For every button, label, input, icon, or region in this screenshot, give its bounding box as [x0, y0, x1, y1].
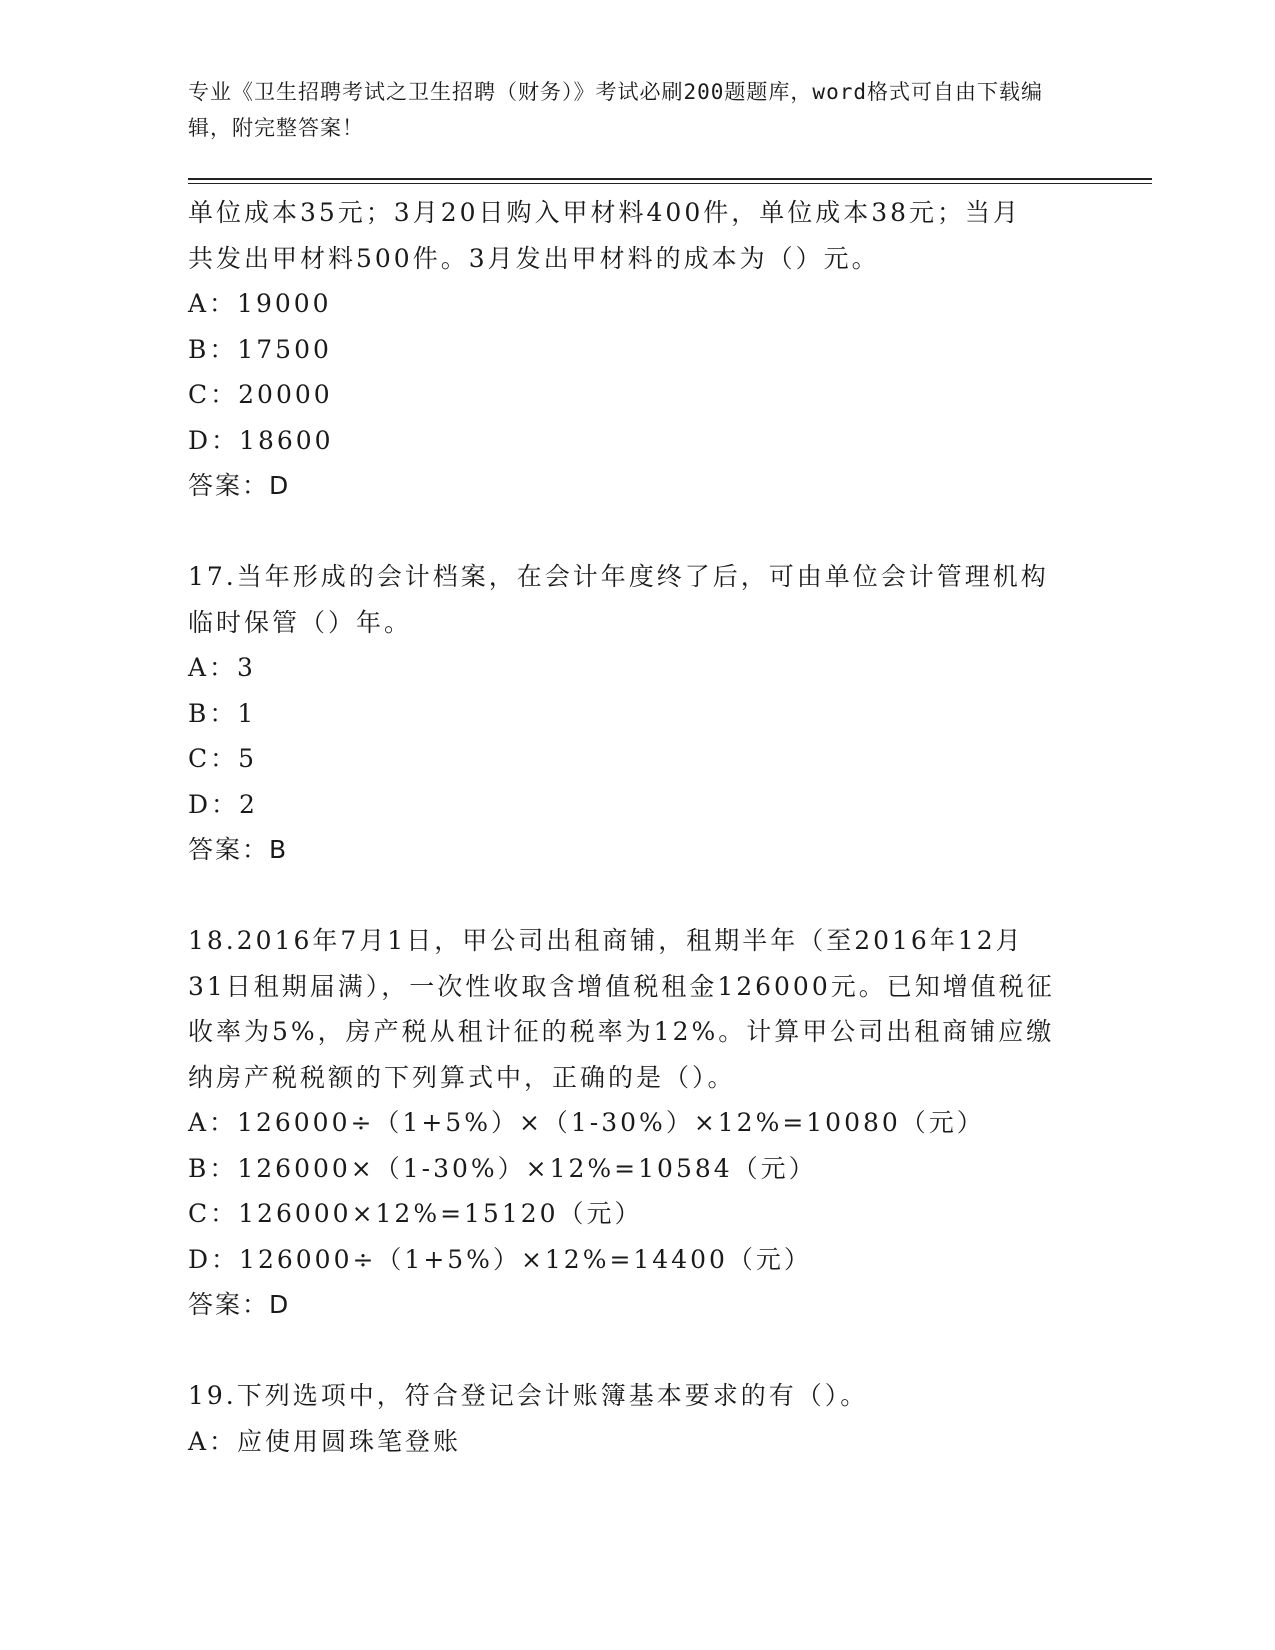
option-a: A：3: [188, 653, 256, 682]
question-stem-line: 收率为5%，房产税从租计征的税率为12%。计算甲公司出租商铺应缴: [188, 1017, 1055, 1046]
question-stem-line: 31日租期届满），一次性收取含增值税租金126000元。已知增值税征: [188, 971, 1055, 1001]
header-rule-thick: [188, 178, 1152, 180]
question-stem-line: 单位成本35元；3月20日购入甲材料400件，单位成本38元；当月: [188, 198, 1022, 227]
option-d: D：126000÷（1+5%）×12%=14400（元）: [188, 1244, 812, 1274]
header-rule-thin: [188, 183, 1152, 184]
question-fragment: [188, 190, 1088, 509]
option-d: D：2: [188, 789, 258, 819]
option-a: A：19000: [188, 289, 332, 318]
answer-line: 答案：D: [188, 471, 291, 500]
option-c: C：126000×12%=15120（元）: [188, 1199, 643, 1228]
header-text: 专业《卫生招聘考试之卫生招聘（财务）》考试必刷200题题库，word格式可自由下载编辑，附完整答案！: [188, 80, 1043, 140]
question-stem-line: 共发出甲材料500件。3月发出甲材料的成本为（）元。: [188, 243, 880, 273]
question-17: [188, 554, 1088, 873]
question-stem-line: 19.下列选项中，符合登记会计账簿基本要求的有（）。: [188, 1381, 869, 1410]
option-c: C：20000: [188, 380, 333, 409]
answer-line: 答案：B: [188, 835, 289, 864]
option-a: A：应使用圆珠笔登账: [188, 1426, 462, 1456]
option-b: B：17500: [188, 334, 332, 364]
question-18: [188, 918, 1088, 1328]
option-b: B：1: [188, 698, 257, 728]
question-stem-line: 纳房产税税额的下列算式中，正确的是（）。: [188, 1062, 736, 1092]
question-stem-line: 18.2016年7月1日，甲公司出租商铺，租期半年（至2016年12月: [188, 926, 1024, 955]
question-stem-line: 17.当年形成的会计档案，在会计年度终了后，可由单位会计管理机构: [188, 562, 1049, 591]
option-d: D：18600: [188, 425, 334, 455]
option-a: A：126000÷（1+5%）×（1-30%）×12%=10080（元）: [188, 1108, 985, 1137]
question-19: [188, 1373, 1088, 1464]
document-header: [188, 74, 1068, 146]
answer-line: 答案：D: [188, 1290, 291, 1319]
option-b: B：126000×（1-30%）×12%=10584（元）: [188, 1153, 817, 1183]
option-c: C：5: [188, 744, 258, 773]
question-stem-line: 临时保管（）年。: [188, 607, 413, 637]
question-content: [188, 190, 1088, 1464]
